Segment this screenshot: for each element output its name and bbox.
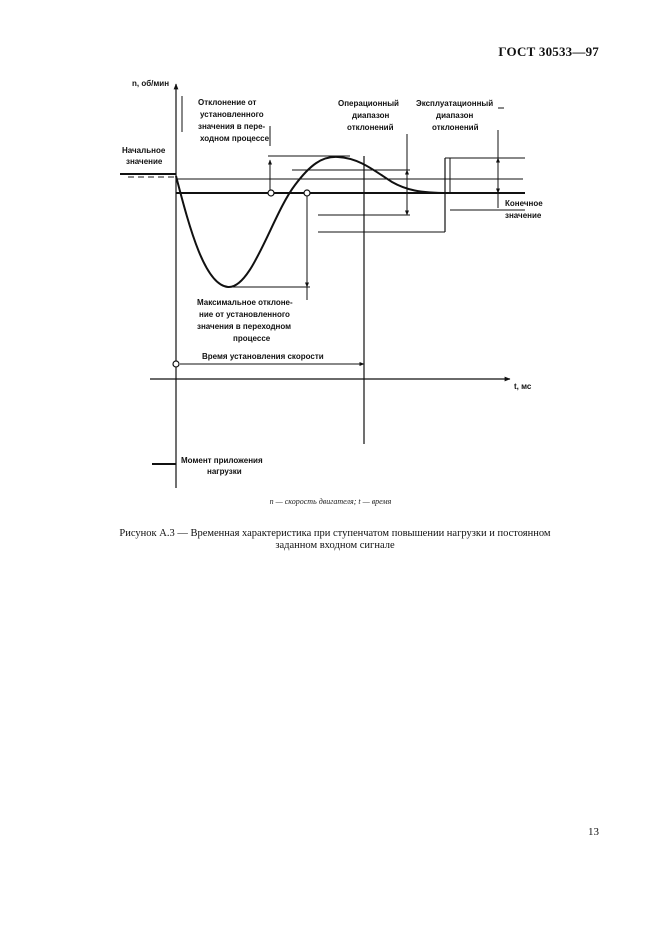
standard-header: ГОСТ 30533—97 xyxy=(498,44,599,59)
settling-time-label: Время установления скорости xyxy=(202,352,324,361)
op-range-label-2: диапазон xyxy=(352,111,390,120)
op-range-label-1: Операционный xyxy=(338,99,399,108)
transient-dev-point xyxy=(268,190,274,196)
max-dev-label-4: процессе xyxy=(233,334,271,343)
transient-dev-label-3: значения в пере- xyxy=(198,122,266,131)
initial-value-label-1: Начальное xyxy=(122,146,166,155)
y-axis-label: n, об/мин xyxy=(132,79,170,88)
caption-line-2: заданном входном сигнале xyxy=(275,540,395,551)
figure-legend: n — скорость двигателя; t — время xyxy=(269,497,392,506)
final-value-label-2: значение xyxy=(505,211,542,220)
exp-range-label-1: Эксплуатационный xyxy=(416,99,494,108)
exp-range-label-2: диапазон xyxy=(436,111,474,120)
caption-line-1: Рисунок А.3 — Временная характеристика при ступенчатом повышении нагрузки и постоянном xyxy=(119,528,551,539)
max-dev-point xyxy=(304,190,310,196)
initial-value-label-2: значение xyxy=(126,157,163,166)
max-dev-label-1: Максимальное отклоне- xyxy=(197,298,293,307)
load-moment-label-2: нагрузки xyxy=(207,467,242,476)
transient-dev-label-1: Отклонение от xyxy=(198,98,257,107)
exp-range-label-3: отклонений xyxy=(432,123,479,132)
x-axis-label: t, мс xyxy=(514,382,532,391)
page-number: 13 xyxy=(588,826,599,838)
op-range-label-3: отклонений xyxy=(347,123,394,132)
figure-caption xyxy=(90,528,580,552)
max-dev-label-2: ние от установленного xyxy=(199,310,290,319)
load-moment-label-1: Момент приложения xyxy=(181,456,263,465)
transient-dev-label-2: установленного xyxy=(200,110,264,119)
final-value-label-1: Конечное xyxy=(505,199,543,208)
max-dev-label-3: значения в переходном xyxy=(197,322,292,331)
settling-time-start-point xyxy=(173,361,179,367)
transient-dev-label-4: ходном процессе xyxy=(200,134,270,143)
